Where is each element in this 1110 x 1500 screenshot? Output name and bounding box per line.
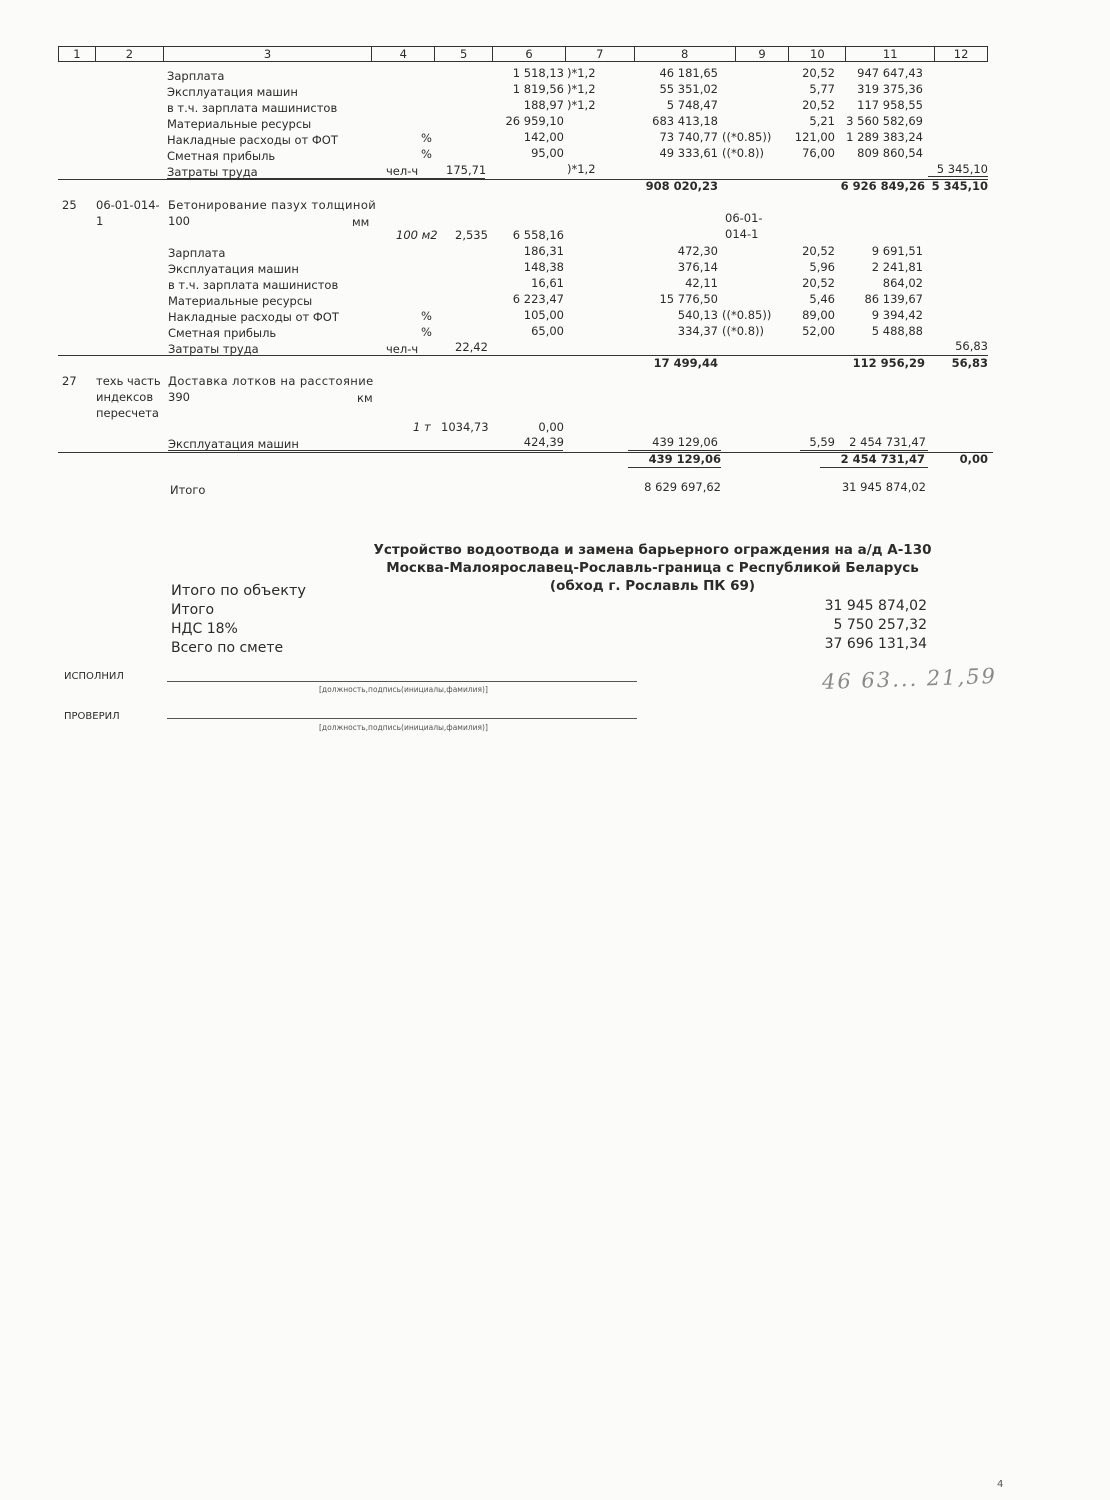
cell-c11: 864,02 <box>882 276 923 290</box>
summary-label: Итого <box>171 602 215 618</box>
row-name: Эксплуатация машин <box>167 85 298 99</box>
signature-hint: [должность,подпись(инициалы,фамилия)] <box>319 685 488 694</box>
cell-c9: ((*0.85)) <box>722 308 772 322</box>
item-name: 100 <box>168 214 190 228</box>
cell-c8: 472,30 <box>677 244 718 258</box>
object-title-line: Устройство водоотвода и замена барьерного ограждения на а/д А-130 <box>373 542 932 558</box>
cell-c6: 26 959,10 <box>505 114 564 128</box>
cell-c8: 683 413,18 <box>652 114 718 128</box>
grand-total-c8: 8 629 697,62 <box>644 480 721 494</box>
grand-total-label: Итого <box>170 483 206 497</box>
summary-label: Всего по смете <box>171 640 284 656</box>
cell-c11: 9 691,51 <box>871 244 923 258</box>
cell-c11: 809 860,54 <box>857 146 923 160</box>
item27-total-c8: 439 129,06 <box>648 452 721 466</box>
item-code: 06-01-014- <box>96 198 160 212</box>
cell-c10: 20,52 <box>802 276 835 290</box>
item27-total-c12: 0,00 <box>959 452 988 466</box>
cell-c8: 376,14 <box>677 260 718 274</box>
cell-c6: 105,00 <box>523 308 564 322</box>
item-name: 390 <box>168 390 190 404</box>
cell-c11: 2 241,81 <box>871 260 923 274</box>
object-title <box>345 541 960 595</box>
cell-c11: 86 139,67 <box>864 292 923 306</box>
underline <box>820 467 928 468</box>
cell-c11: 9 394,42 <box>871 308 923 322</box>
cell-c8: 73 740,77 <box>659 130 718 144</box>
item-name-unit: км <box>357 391 373 405</box>
col-header: 2 <box>96 47 164 61</box>
cell-c8: 42,11 <box>685 276 718 290</box>
cell-c8: 15 776,50 <box>659 292 718 306</box>
cell-c6: 16,61 <box>531 276 564 290</box>
col-header: 5 <box>435 47 493 61</box>
row-name: в т.ч. зарплата машинистов <box>168 278 339 292</box>
row-name: Накладные расходы от ФОТ <box>167 133 338 147</box>
item25-total-c8: 17 499,44 <box>653 356 718 370</box>
row-name: Сметная прибыль <box>168 326 277 340</box>
cell-c10: 5,59 <box>809 435 835 449</box>
cell-c6: 148,38 <box>523 260 564 274</box>
row-name: Затраты труда <box>168 342 259 356</box>
block1-total-c8: 908 020,23 <box>645 179 718 193</box>
cell-c8: 540,13 <box>677 308 718 322</box>
item-code: техь часть <box>96 374 161 388</box>
cell-c6: 188,97 <box>523 98 564 112</box>
cell-c5: 22,42 <box>455 340 488 354</box>
cell-c6: 424,39 <box>523 435 564 449</box>
row-name: Материальные ресурсы <box>167 117 312 131</box>
col-header: 9 <box>736 47 790 61</box>
cell-c10: 20,52 <box>802 244 835 258</box>
cell-c11: 1 289 383,24 <box>846 130 923 144</box>
summary-value: 5 750 257,32 <box>833 617 927 633</box>
cell-c8: 439 129,06 <box>652 435 718 449</box>
cell-c10: 121,00 <box>794 130 835 144</box>
signature-line <box>167 718 637 719</box>
object-title-line: Москва-Малоярославец-Рославль-граница с Республикой Беларусь <box>386 560 919 576</box>
cell-c10: 5,96 <box>809 260 835 274</box>
cell-c9: ((*0.85)) <box>722 130 772 144</box>
block1-total-c12: 5 345,10 <box>931 179 988 193</box>
summary-value: 37 696 131,34 <box>824 636 927 652</box>
row-name: Затраты труда <box>167 165 258 179</box>
cell-c4: % <box>421 131 432 145</box>
cell-c9: ((*0.8)) <box>722 324 764 338</box>
underline <box>800 450 928 451</box>
row-name: Накладные расходы от ФОТ <box>168 310 339 324</box>
cell-c11: 5 488,88 <box>871 324 923 338</box>
cell-c8: 46 181,65 <box>659 66 718 80</box>
cell-c6: 65,00 <box>531 324 564 338</box>
item-qty: 2,535 <box>455 228 488 242</box>
signature-line <box>167 681 637 682</box>
cell-c4: % <box>421 147 432 161</box>
row-name: Зарплата <box>167 69 225 83</box>
cell-c10: 5,77 <box>809 82 835 96</box>
cell-c11: 117 958,55 <box>857 98 923 112</box>
cell-c8: 49 333,61 <box>659 146 718 160</box>
page-number: 4 <box>997 1479 1004 1490</box>
row-name: Материальные ресурсы <box>168 294 313 308</box>
item-unit: 1 т <box>413 420 431 434</box>
cell-c6: 1 518,13 <box>512 66 564 80</box>
cell-c4: % <box>421 325 432 339</box>
item-price: 6 558,16 <box>512 228 564 242</box>
object-title-line: (обход г. Рославль ПК 69) <box>549 578 756 594</box>
item25-total-c11: 112 956,29 <box>852 356 925 370</box>
grand-total-c11: 31 945 874,02 <box>841 480 926 494</box>
cell-c7: )*1,2 <box>567 98 596 112</box>
row-name: Зарплата <box>168 246 226 260</box>
summary-value: 31 945 874,02 <box>824 598 927 614</box>
cell-c11: 319 375,36 <box>857 82 923 96</box>
item25-total-c12: 56,83 <box>951 356 988 370</box>
cell-c10: 5,46 <box>809 292 835 306</box>
cell-c9: ((*0.8)) <box>722 146 764 160</box>
row-name: Сметная прибыль <box>167 149 276 163</box>
item-name: Бетонирование пазух толщиной <box>168 198 377 212</box>
col-header: 1 <box>59 47 96 61</box>
item-name: Доставка лотков на расстояние <box>168 374 374 388</box>
col-header: 3 <box>164 47 373 61</box>
cell-c10: 5,21 <box>809 114 835 128</box>
item-price: 0,00 <box>538 420 564 434</box>
col-header: 10 <box>789 47 846 61</box>
cell-c8: 55 351,02 <box>659 82 718 96</box>
cell-c8: 5 748,47 <box>666 98 718 112</box>
cell-c12: 56,83 <box>955 339 988 353</box>
col-header: 12 <box>953 47 969 61</box>
item-ref: 06-01- <box>725 211 763 225</box>
item-qty: 1034,73 <box>441 420 489 434</box>
cell-c10: 20,52 <box>802 66 835 80</box>
underline <box>168 450 563 451</box>
item-code: пересчета <box>96 406 159 420</box>
column-header-row <box>58 46 988 62</box>
cell-c11: 947 647,43 <box>857 66 923 80</box>
item-unit: 100 м2 <box>396 228 438 242</box>
summary-heading: Итого по объекту <box>171 583 306 599</box>
item-number: 27 <box>62 374 77 388</box>
cell-c10: 52,00 <box>802 324 835 338</box>
item-code: 1 <box>96 214 104 228</box>
row-name: Эксплуатация машин <box>168 437 299 451</box>
signature-hint: [должность,подпись(инициалы,фамилия)] <box>319 723 488 732</box>
item-code: индексов <box>96 390 154 404</box>
cell-c6: 6 223,47 <box>512 292 564 306</box>
col-header: 8 <box>635 47 736 61</box>
cell-c5: 175,71 <box>446 163 487 177</box>
cell-c7: )*1,2 <box>567 66 596 80</box>
underline <box>628 467 721 468</box>
cell-c10: 20,52 <box>802 98 835 112</box>
cell-c4: чел-ч <box>386 342 419 356</box>
item-ref: 014-1 <box>725 227 759 241</box>
row-name: Эксплуатация машин <box>168 262 299 276</box>
row-name: в т.ч. зарплата машинистов <box>167 101 338 115</box>
col-header: 11 <box>846 47 935 61</box>
underline <box>628 450 721 451</box>
cell-c6: 95,00 <box>531 146 564 160</box>
cell-c7: )*1,2 <box>567 162 596 176</box>
cell-c6: 142,00 <box>523 130 564 144</box>
cell-c7: )*1,2 <box>567 82 596 96</box>
col-header: 4 <box>372 47 435 61</box>
handwritten-note: 46 63... 21,59 <box>821 663 998 695</box>
cell-c11: 3 560 582,69 <box>846 114 923 128</box>
cell-c6: 186,31 <box>523 244 564 258</box>
executed-label: ИСПОЛНИЛ <box>64 671 124 682</box>
cell-c11: 2 454 731,47 <box>849 435 926 449</box>
summary-label: НДС 18% <box>171 621 238 637</box>
checked-label: ПРОВЕРИЛ <box>64 711 120 722</box>
cell-c6: 1 819,56 <box>512 82 564 96</box>
item-number: 25 <box>62 198 77 212</box>
cell-c10: 89,00 <box>802 308 835 322</box>
cell-c10: 76,00 <box>802 146 835 160</box>
item27-total-c11: 2 454 731,47 <box>840 452 925 466</box>
col-header: 6 <box>493 47 566 61</box>
col-header: 7 <box>566 47 635 61</box>
item-name-unit: мм <box>352 215 370 229</box>
cell-c4: % <box>421 309 432 323</box>
cell-c4: чел-ч <box>386 164 419 178</box>
cell-c8: 334,37 <box>677 324 718 338</box>
block1-total-c11: 6 926 849,26 <box>840 179 925 193</box>
underline <box>928 176 988 177</box>
cell-c12: 5 345,10 <box>936 162 988 176</box>
